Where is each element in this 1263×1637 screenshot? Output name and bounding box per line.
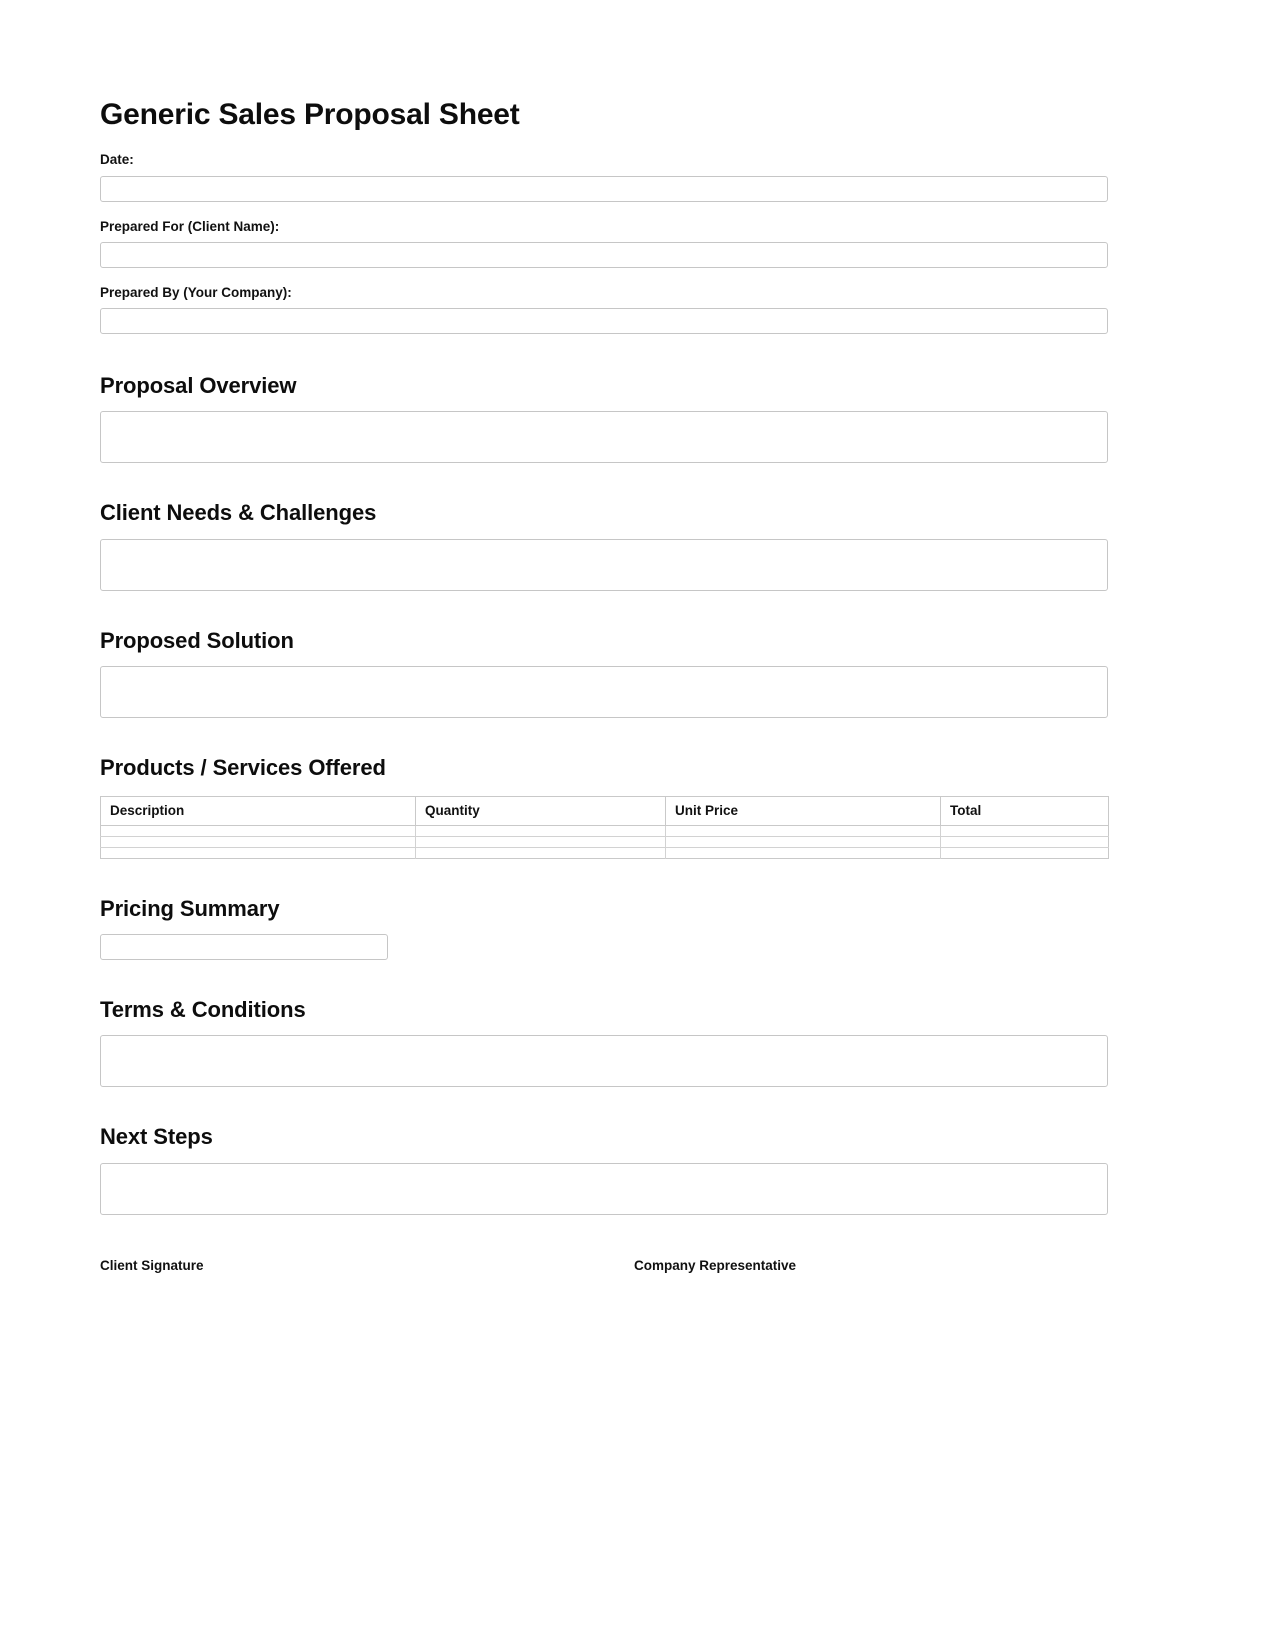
page-title: Generic Sales Proposal Sheet — [100, 98, 520, 131]
field-prepared-for-label: Prepared For (Client Name): — [100, 218, 280, 234]
cell-unit-price[interactable] — [666, 836, 941, 847]
field-prepared-by-label: Prepared By (Your Company): — [100, 284, 292, 300]
next-steps-input[interactable] — [100, 1163, 1108, 1215]
table-header-row — [101, 796, 1109, 825]
proposal-overview-input[interactable] — [100, 411, 1108, 463]
client-needs-input[interactable] — [100, 539, 1108, 591]
column-header-description: Description — [101, 796, 416, 825]
prepared-for-input[interactable] — [100, 242, 1108, 268]
company-representative-block — [634, 1258, 796, 1274]
column-header-unit-price: Unit Price — [666, 796, 941, 825]
column-header-quantity: Quantity — [416, 796, 666, 825]
pricing-summary-title: Pricing Summary — [100, 895, 280, 921]
company-representative-label: Company Representative — [634, 1257, 797, 1273]
section-proposed-solution — [100, 628, 1163, 718]
cell-description[interactable] — [101, 847, 416, 858]
section-proposal-overview — [100, 373, 1163, 463]
signature-row — [100, 1258, 1163, 1274]
field-date — [100, 152, 1163, 201]
field-prepared-by — [100, 285, 1163, 334]
section-terms-conditions — [100, 997, 1163, 1087]
section-client-needs — [100, 500, 1163, 590]
cell-description[interactable] — [101, 836, 416, 847]
table-row[interactable] — [101, 836, 1109, 847]
cell-total[interactable] — [941, 825, 1109, 836]
table-row[interactable] — [101, 825, 1109, 836]
field-date-label: Date: — [100, 152, 134, 168]
next-steps-title: Next Steps — [100, 1124, 213, 1150]
prepared-by-input[interactable] — [100, 308, 1108, 334]
client-needs-title: Client Needs & Challenges — [100, 500, 377, 526]
terms-conditions-title: Terms & Conditions — [100, 996, 306, 1022]
section-products-services — [100, 755, 1163, 858]
cell-total[interactable] — [941, 836, 1109, 847]
date-input[interactable] — [100, 176, 1108, 202]
field-prepared-for — [100, 219, 1163, 268]
proposal-overview-title: Proposal Overview — [100, 372, 297, 398]
terms-conditions-input[interactable] — [100, 1035, 1108, 1087]
section-next-steps — [100, 1124, 1163, 1214]
pricing-summary-input[interactable] — [100, 934, 388, 960]
column-header-total: Total — [941, 796, 1109, 825]
cell-quantity[interactable] — [416, 836, 666, 847]
products-services-table — [100, 796, 1109, 859]
table-row[interactable] — [101, 847, 1109, 858]
cell-total[interactable] — [941, 847, 1109, 858]
cell-quantity[interactable] — [416, 847, 666, 858]
products-services-title: Products / Services Offered — [100, 755, 386, 781]
cell-unit-price[interactable] — [666, 847, 941, 858]
cell-unit-price[interactable] — [666, 825, 941, 836]
proposed-solution-title: Proposed Solution — [100, 627, 294, 653]
section-pricing-summary — [100, 896, 1163, 960]
client-signature-block — [100, 1258, 634, 1274]
cell-quantity[interactable] — [416, 825, 666, 836]
client-signature-label: Client Signature — [100, 1257, 204, 1273]
proposed-solution-input[interactable] — [100, 666, 1108, 718]
cell-description[interactable] — [101, 825, 416, 836]
